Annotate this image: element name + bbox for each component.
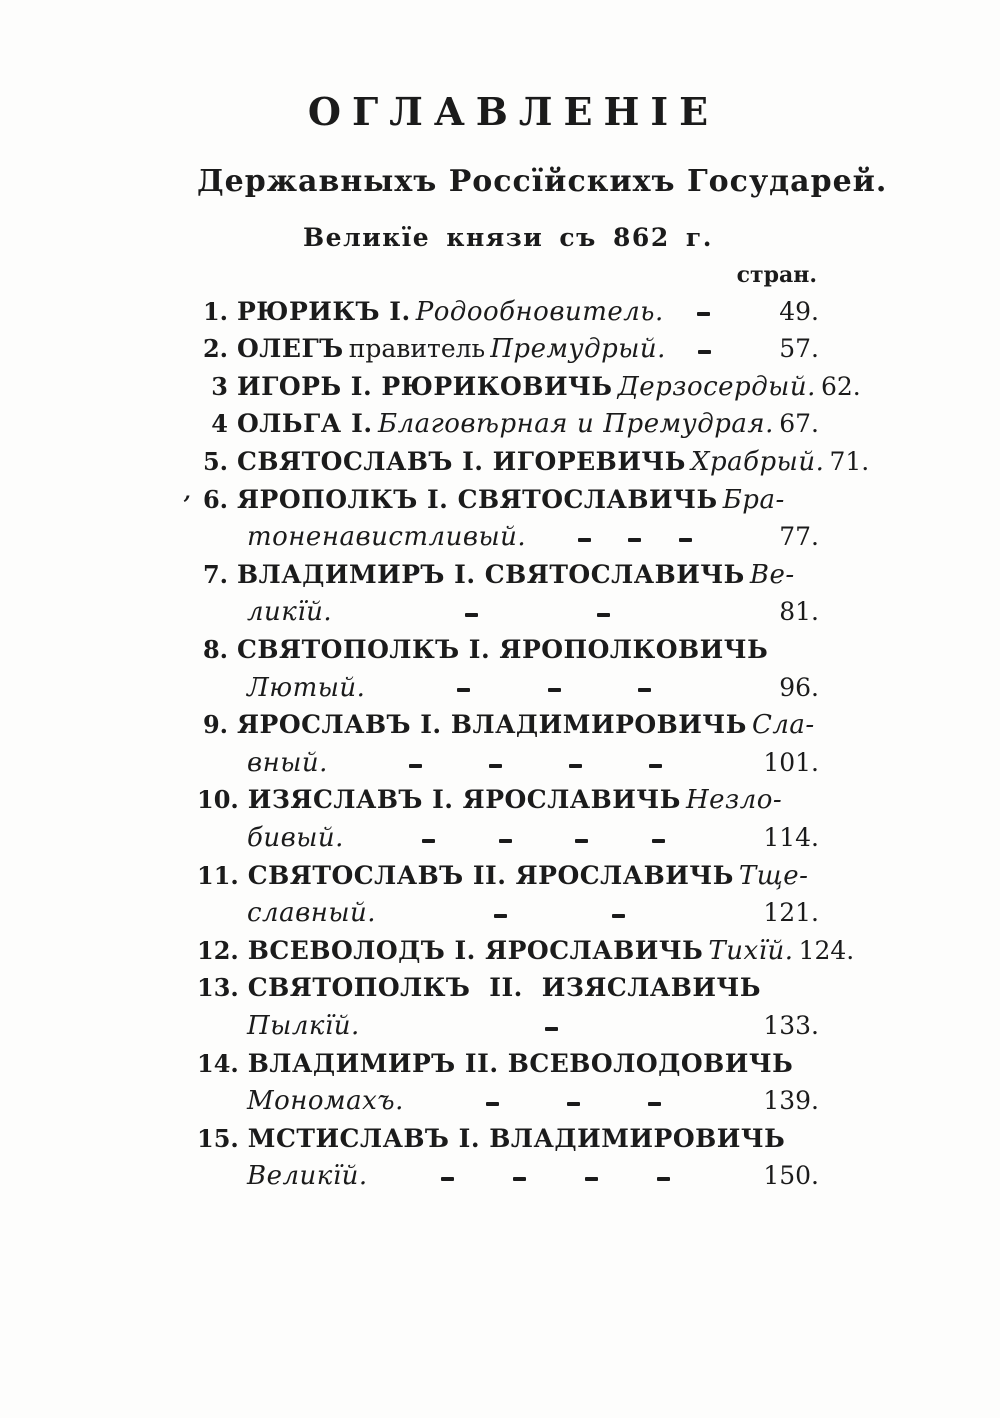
toc-entry (197, 405, 819, 443)
page-number: 96. (779, 672, 819, 702)
epithet: Храбрый. (690, 447, 825, 478)
leader-dash (567, 1102, 580, 1106)
toc-line (197, 556, 819, 594)
toc-entry (197, 443, 870, 481)
epithet: Лютый. (247, 672, 366, 703)
leader-dashes (365, 669, 743, 707)
toc-entry (197, 781, 819, 856)
toc-line (197, 593, 819, 631)
leader-dash (652, 839, 665, 843)
leader-dash (489, 764, 502, 768)
toc-line (197, 706, 819, 744)
page-number: 133. (763, 1010, 819, 1040)
epithet: Великїй. (247, 1161, 368, 1192)
toc-entry (197, 293, 819, 331)
epithet: Мономахъ. (247, 1086, 404, 1117)
leader-dash (486, 1102, 499, 1106)
epithet: Пылкїй. (247, 1010, 360, 1041)
toc-entry (197, 932, 855, 970)
toc-line (197, 781, 819, 819)
leader-dash (697, 312, 710, 316)
epithet: Премудрый. (490, 334, 666, 365)
entry-number: 12. (197, 935, 239, 965)
entry-text (247, 932, 855, 973)
toc-entry (197, 706, 819, 781)
ruler-name: СВЯТОПОЛКЪ I. ЯРОПОЛКОВИЧЬ (237, 635, 769, 665)
entry-number: 10. (197, 785, 239, 815)
table-of-contents (197, 89, 888, 1195)
leader-dashes (360, 1007, 743, 1045)
toc-line (197, 1157, 819, 1195)
toc-entry (197, 556, 819, 631)
leader-dash (628, 538, 641, 542)
toc-entry-list (197, 293, 870, 1195)
entry-text (237, 706, 819, 747)
page-title: ОГЛАВЛЕНІЕ (307, 89, 720, 134)
ruler-name: ВЛАДИМИРЪ I. СВЯТОСЛАВИЧЬ (237, 559, 745, 589)
toc-line (197, 631, 819, 669)
entry-text (248, 857, 819, 898)
entry-number: 7. (202, 559, 228, 589)
page-number: 62. (820, 371, 861, 401)
ruler-name: СВЯТОСЛАВЪ I. ИГОРЕВИЧЬ (237, 447, 686, 477)
leader-dash (638, 688, 651, 692)
toc-entry (197, 1045, 819, 1120)
entry-text (237, 820, 344, 860)
entry-text (237, 368, 861, 409)
toc-entry (197, 969, 819, 1044)
toc-line (197, 744, 819, 782)
page-number: 121. (763, 898, 819, 928)
entry-number: 8. (202, 635, 228, 665)
toc-entry (197, 857, 819, 932)
page-number: 71. (829, 447, 870, 477)
entry-text (248, 1120, 819, 1161)
leader-dashes (526, 518, 743, 556)
leader-dashes (664, 293, 743, 331)
leader-dash (657, 1177, 670, 1181)
ruler-name: ЯРОПОЛКЪ I. СВЯТОСЛАВИЧЬ (237, 484, 718, 514)
entry-number: 4 (211, 409, 228, 439)
ruler-name: ОЛЕГЪ (237, 334, 344, 364)
toc-line (197, 481, 819, 519)
section-subheading: Великїе князи съ 862 г. (303, 222, 713, 252)
page-subtitle: Державныхъ Россїйскихъ Государей. (197, 163, 888, 199)
page-number: 139. (763, 1086, 819, 1116)
page-number: 124. (798, 935, 855, 965)
toc-entry (197, 631, 819, 706)
ruler-name: ИЗЯСЛАВЪ I. ЯРОСЛАВИЧЬ (247, 785, 681, 815)
toc-line (197, 1082, 819, 1120)
leader-dashes (666, 330, 743, 368)
page-number: 114. (763, 823, 819, 852)
leader-dash (648, 1102, 661, 1106)
leader-dash (422, 839, 435, 843)
ruler-name: ИГОРЬ I. РЮРИКОВИЧЬ (237, 371, 613, 401)
page-number: 77. (779, 522, 819, 552)
entry-number: 1. (202, 296, 228, 326)
leader-dash (441, 1177, 454, 1181)
leader-dash (457, 688, 470, 692)
entry-text (237, 1008, 360, 1048)
entry-text (237, 1158, 368, 1198)
entry-text (248, 969, 819, 1010)
toc-entry (197, 330, 819, 368)
epithet: Тихїй. (708, 935, 794, 966)
toc-entry (197, 481, 819, 556)
leader-dash (585, 1177, 598, 1181)
toc-entry (197, 368, 861, 406)
epithet: ликїй. (247, 597, 333, 628)
leader-dash (513, 1177, 526, 1181)
leader-dash (575, 839, 588, 843)
leader-dash (409, 764, 422, 768)
entry-text (237, 594, 332, 634)
toc-line (197, 669, 819, 707)
epithet: Тще- (738, 860, 809, 891)
entry-text (237, 293, 664, 334)
epithet: тоненавистливый. (247, 522, 527, 553)
page-column-header: стран. (736, 261, 817, 288)
epithet: Дерзосердый. (617, 371, 816, 402)
epithet: Родообновитель. (415, 296, 664, 327)
entry-text (237, 745, 328, 785)
toc-line (197, 894, 819, 932)
leader-dash (499, 839, 512, 843)
leader-dashes (328, 744, 743, 782)
leader-dash (698, 350, 711, 354)
toc-line (197, 368, 861, 406)
entry-text (237, 330, 666, 371)
ruler-name: РЮРИКЪ I. (237, 296, 411, 326)
entry-text (237, 895, 376, 935)
toc-line (197, 969, 819, 1007)
entry-text (237, 670, 365, 710)
leader-dashes (344, 819, 743, 857)
page-number: 81. (779, 597, 819, 627)
toc-line (197, 293, 819, 331)
page-number: 101. (763, 747, 819, 777)
toc-line (197, 1045, 819, 1083)
print-artifact-mark: ’ (183, 492, 191, 518)
epithet: вный. (247, 747, 328, 778)
leader-dashes (368, 1157, 743, 1195)
entry-text (237, 405, 819, 446)
entry-number: 5. (202, 447, 228, 477)
entry-text (237, 443, 870, 484)
leader-dash (578, 538, 591, 542)
toc-line (197, 1007, 819, 1045)
leader-dash (649, 764, 662, 768)
entry-number: 3 (211, 371, 228, 401)
entry-text (237, 519, 526, 559)
ruler-name: ВЛАДИМИРЪ II. ВСЕВОЛОДОВИЧЬ (247, 1048, 794, 1078)
entry-text (237, 1083, 404, 1123)
entry-number: 11. (197, 860, 239, 890)
leader-dash (465, 613, 478, 617)
toc-line (197, 819, 819, 857)
leader-dashes (332, 593, 743, 631)
toc-line (197, 405, 819, 443)
entry-number: 14. (197, 1048, 239, 1078)
page-number: 49. (779, 296, 819, 326)
leader-dashes (404, 1082, 743, 1120)
epithet: славный. (247, 898, 377, 929)
entry-text (237, 556, 819, 597)
toc-line (197, 857, 819, 895)
leader-dash (545, 1027, 558, 1031)
entry-word: правитель (348, 334, 486, 364)
leader-dash (679, 538, 692, 542)
entry-number: 15. (197, 1123, 239, 1153)
epithet: Ве- (749, 559, 795, 590)
ruler-name: ВСЕВОЛОДЪ I. ЯРОСЛАВИЧЬ (247, 935, 704, 965)
entry-text (248, 781, 819, 822)
toc-line (197, 518, 819, 556)
leader-dash (612, 914, 625, 918)
entry-number: 2. (202, 334, 228, 364)
entry-text (237, 481, 819, 522)
toc-line (197, 932, 855, 970)
ruler-name: СВЯТОСЛАВЪ II. ЯРОСЛАВИЧЬ (247, 860, 734, 890)
leader-dash (569, 764, 582, 768)
toc-line (197, 443, 870, 481)
leader-dash (548, 688, 561, 692)
entry-number: 6. (202, 484, 228, 514)
page-number: 57. (779, 334, 819, 364)
page-number: 67. (779, 409, 819, 439)
toc-line (197, 330, 819, 368)
entry-number: 13. (197, 973, 239, 1003)
epithet: Незло- (685, 785, 783, 816)
entry-text (248, 1045, 819, 1086)
leader-dashes (376, 894, 743, 932)
page-number: 150. (763, 1161, 819, 1191)
ruler-name: МСТИСЛАВЪ I. ВЛАДИМИРОВИЧЬ (247, 1123, 786, 1153)
entry-number: 9. (202, 710, 228, 740)
toc-entry (197, 1120, 819, 1195)
epithet: Бра- (722, 484, 785, 515)
epithet: Благовѣрная и Премудрая. (377, 409, 774, 440)
leader-dash (494, 914, 507, 918)
entry-text (237, 631, 819, 672)
epithet: Сла- (751, 710, 815, 741)
ruler-name: СВЯТОПОЛКЪ II. ИЗЯСЛАВИЧЬ (247, 973, 761, 1003)
ruler-name: ОЛЬГА I. (237, 409, 373, 439)
leader-dash (597, 613, 610, 617)
toc-line (197, 1120, 819, 1158)
ruler-name: ЯРОСЛАВЪ I. ВЛАДИМИРОВИЧЬ (237, 710, 747, 740)
epithet: бивый. (247, 823, 344, 853)
